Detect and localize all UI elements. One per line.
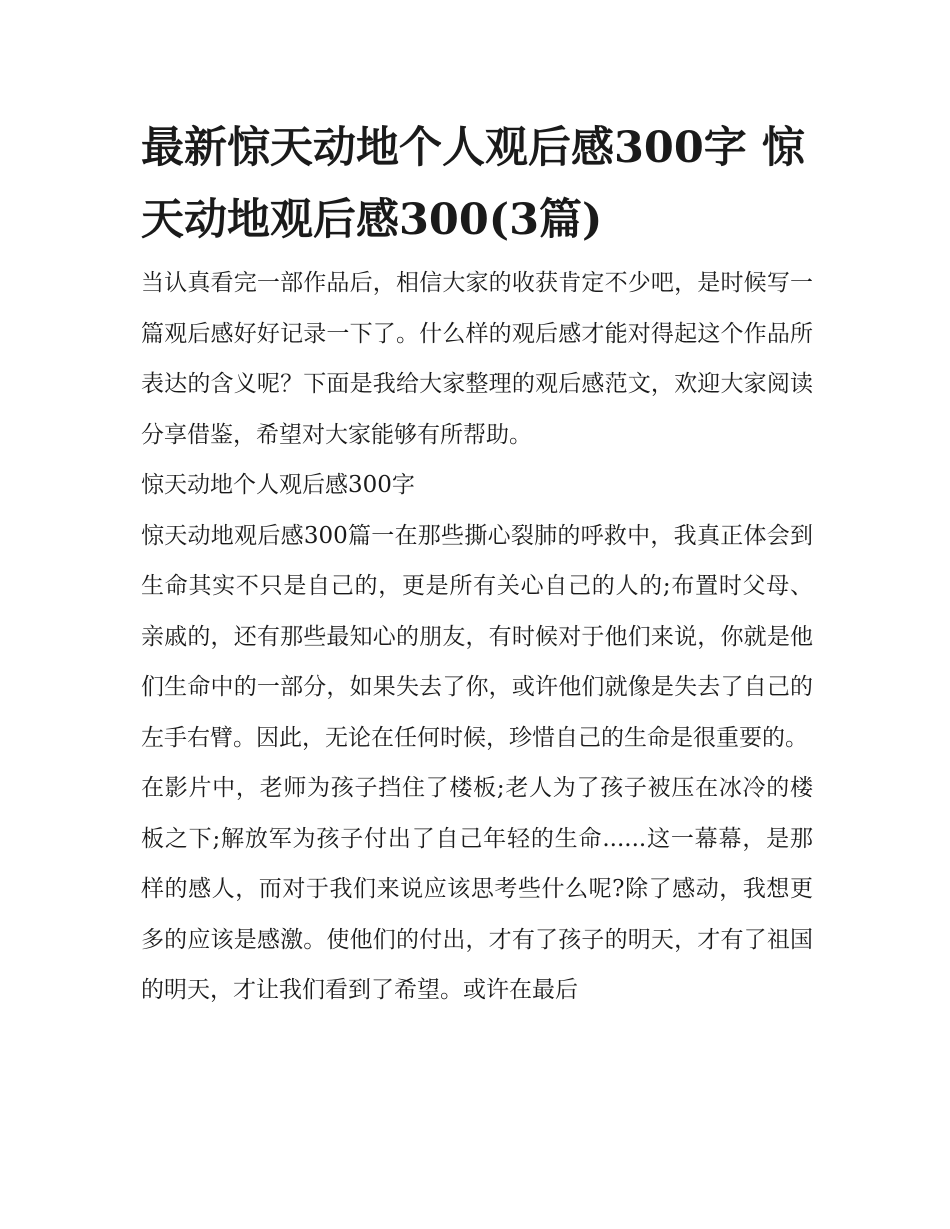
intro-paragraph: 当认真看完一部作品后，相信大家的收获肯定不少吧，是时候写一篇观后感好好记录一下了。什么样的观后感才能对得起这个作品所表达的含义呢？下面是我给大家整理的观后感范文，欢迎大家阅读分享借鉴，希望对大家能够有所帮助。 — [141, 270, 813, 448]
body-paragraph-2: 在影片中，老师为孩子挡住了楼板;老人为了孩子被压在冰冷的楼板之下;解放军为孩子付出了自己年轻的生命......这一幕幕，是那样的感人，而对于我们来说应该思考些什么呢?除了感动，我想更多的应该是感激。使他们的付出，才有了孩子的明天，才有了祖国的明天，才让我们看到了希望。或许在最后 — [141, 775, 813, 1003]
section-heading: 惊天动地个人观后感300字 — [141, 472, 415, 498]
document-title: 最新惊天动地个人观后感300字 惊天动地观后感300(3篇) — [141, 123, 805, 245]
body-paragraph-1: 惊天动地观后感300篇一在那些撕心裂肺的呼救中，我真正体会到生命其实不只是自己的，更是所有关心自己的人的;布置时父母、亲戚的，还有那些最知心的朋友，有时候对于他们来说，你就是他们生命中的一部分，如果失去了你，或许他们就像是失去了自己的左手右臂。因此，无论在任何时候，珍惜自己的生命是很重要的。 — [141, 522, 813, 751]
document-page — [141, 112, 813, 1016]
